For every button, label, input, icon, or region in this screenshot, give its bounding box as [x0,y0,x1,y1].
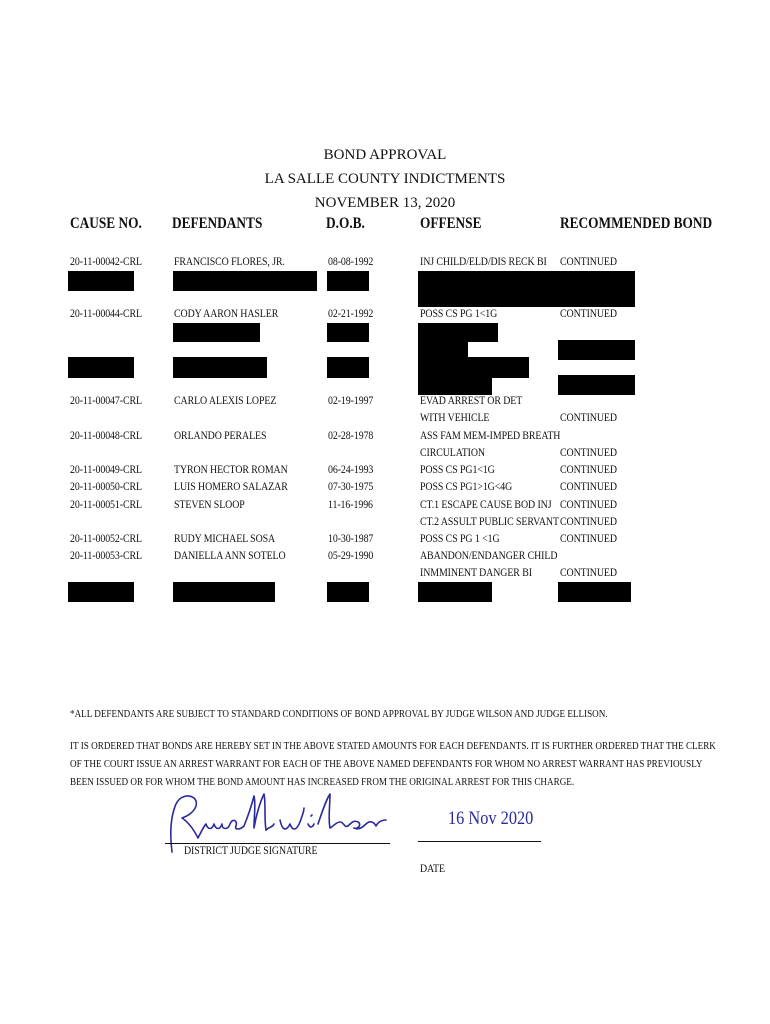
redaction-bar [68,357,134,378]
date-subtitle: NOVEMBER 13, 2020 [314,195,456,211]
recommended-bond: CONTINUED [560,256,617,268]
defendant-name: RUDY MICHAEL SOSA [174,533,276,545]
redaction-bar [173,271,317,291]
recommended-bond: CONTINUED [560,567,617,579]
document-title: BOND APPROVAL [323,147,447,163]
date-of-birth: 07-30-1975 [328,481,374,493]
recommended-bond: CONTINUED [560,308,617,320]
offense: POSS CS PG 1<1G [420,308,498,320]
redaction-bar [327,323,369,342]
cause-number: 20-11-00049-CRL [70,464,142,476]
col-header-cause: CAUSE NO. [70,215,142,232]
offense-continued: WITH VEHICLE [420,412,490,424]
defendant-name: TYRON HECTOR ROMAN [174,464,288,476]
offense-continued: INMMINENT DANGER BI [420,567,532,579]
order-text-line-1: IT IS ORDERED THAT BONDS ARE HEREBY SET IN THE ABOVE STATED AMOUNTS FOR EACH DEFENDANTS. IT IS FURTHER ORDERED THAT THE CLERK [70,740,716,752]
defendant-name: LUIS HOMERO SALAZAR [174,481,288,493]
cause-number: 20-11-00044-CRL [70,308,142,320]
date-label: DATE [420,863,445,875]
defendant-name: FRANCISCO FLORES, JR. [174,256,285,268]
offense: ABANDON/ENDANGER CHILD [420,550,558,562]
redaction-bar [558,375,635,395]
cause-number: 20-11-00051-CRL [70,499,142,511]
offense: INJ CHILD/ELD/DIS RECK BI [420,256,547,268]
redaction-bar [68,582,134,602]
recommended-bond: CONTINUED [560,412,617,424]
signature-line [165,843,390,844]
offense: EVAD ARREST OR DET [420,395,523,407]
defendant-name: CARLO ALEXIS LOPEZ [174,395,277,407]
recommended-bond: CONTINUED [560,481,617,493]
conditions-note: *ALL DEFENDANTS ARE SUBJECT TO STANDARD CONDITIONS OF BOND APPROVAL BY JUDGE WILSON AND JUDGE ELLISON. [70,708,608,720]
recommended-bond: CONTINUED [560,499,617,511]
date-of-birth: 02-19-1997 [328,395,374,407]
defendant-name: DANIELLA ANN SOTELO [174,550,286,562]
offense: POSS CS PG1>1G<4G [420,481,513,493]
signed-date: 16 Nov 2020 [448,808,534,829]
order-text-line-3: BEEN ISSUED OR FOR WHOM THE BOND AMOUNT HAS INCREASED FROM THE ORIGINAL ARREST FOR THIS CHARGE. [70,776,575,788]
offense: POSS CS PG1<1G [420,464,495,476]
offense: ASS FAM MEM-IMPED BREATH [420,430,561,442]
date-of-birth: 02-28-1978 [328,430,374,442]
redaction-bar [418,271,635,307]
recommended-bond: CONTINUED [560,447,617,459]
redaction-bar [173,357,267,378]
date-of-birth: 08-08-1992 [328,256,374,268]
date-of-birth: 11-16-1996 [328,499,373,511]
date-of-birth: 05-29-1990 [328,550,374,562]
recommended-bond: CONTINUED [560,464,617,476]
redaction-bar [558,340,635,360]
cause-number: 20-11-00047-CRL [70,395,142,407]
redaction-bar [327,271,369,291]
date-of-birth: 02-21-1992 [328,308,374,320]
col-header-offense: OFFENSE [420,215,482,232]
redaction-bar [327,582,369,602]
cause-number: 20-11-00050-CRL [70,481,142,493]
recommended-bond: CONTINUED [560,533,617,545]
cause-number: 20-11-00048-CRL [70,430,142,442]
redaction-bar [173,582,275,602]
county-subtitle: LA SALLE COUNTY INDICTMENTS [264,171,506,187]
defendant-name: STEVEN SLOOP [174,499,245,511]
redaction-bar [327,357,369,378]
redaction-bar [418,375,492,395]
offense: CT.1 ESCAPE CAUSE BOD INJ [420,499,552,511]
redaction-bar [558,582,631,602]
cause-number: 20-11-00042-CRL [70,256,142,268]
redaction-bar [68,271,134,291]
date-line [418,841,541,842]
recommended-bond-continued: CONTINUED [560,516,617,528]
cause-number: 20-11-00052-CRL [70,533,142,545]
date-of-birth: 06-24-1993 [328,464,374,476]
cause-number: 20-11-00053-CRL [70,550,142,562]
offense-continued: CIRCULATION [420,447,485,459]
redaction-bar [173,323,260,342]
offense: POSS CS PG 1 <1G [420,533,500,545]
order-text-line-2: OF THE COURT ISSUE AN ARREST WARRANT FOR EACH OF THE ABOVE NAMED DEFENDANTS FOR WHOM NO ARREST WARRANT HAS PREVIOUSLY [70,758,703,770]
offense-continued: CT.2 ASSULT PUBLIC SERVANT [420,516,559,528]
col-header-dob: D.O.B. [326,215,365,232]
defendant-name: CODY AARON HASLER [174,308,279,320]
defendant-name: ORLANDO PERALES [174,430,267,442]
col-header-bond: RECOMMENDED BOND [560,215,713,232]
redaction-bar [418,582,492,602]
signature-label: DISTRICT JUDGE SIGNATURE [184,845,318,857]
col-header-defendants: DEFENDANTS [172,215,263,232]
date-of-birth: 10-30-1987 [328,533,374,545]
